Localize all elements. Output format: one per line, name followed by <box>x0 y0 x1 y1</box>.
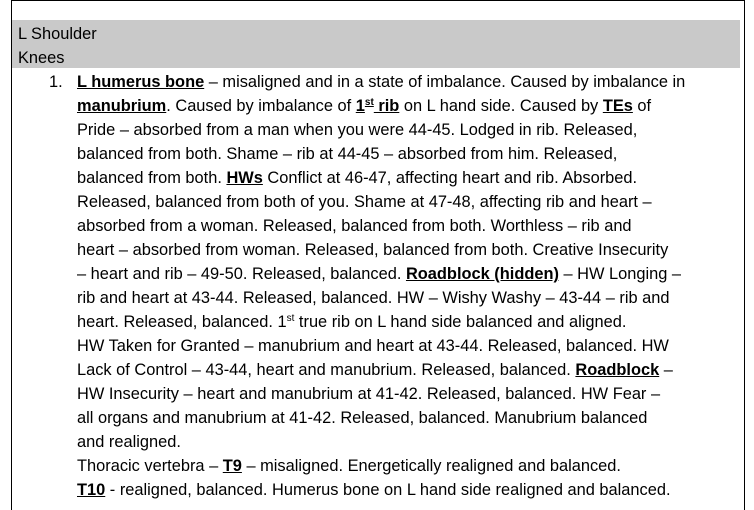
header-row-knees: Knees <box>18 49 65 67</box>
bold-term: 1 <box>355 97 365 115</box>
text-segment: true rib on L hand side balanced and aligned. <box>294 313 627 331</box>
text-segment: all organs and manubrium at 41-42. Released, balanced. Manubrium balanced <box>77 409 648 427</box>
text-segment: Released, balanced from both of you. Shame at 47-48, affecting rib and heart – <box>77 193 652 211</box>
text-line <box>77 238 668 262</box>
text-segment: – misaligned. Energetically realigned and balanced. <box>241 457 621 475</box>
text-line <box>77 406 647 430</box>
text-line <box>77 262 681 286</box>
text-segment: on L hand side. Caused by <box>399 97 603 115</box>
text-segment: rib and heart at 43-44. Released, balanced. HW – Wishy Washy – 43-44 – rib and <box>77 289 670 307</box>
text-line <box>77 430 181 454</box>
bold-term: HWs <box>226 169 263 187</box>
text-line <box>77 190 652 214</box>
text-segment: – <box>659 361 673 379</box>
bold-term: T9 <box>222 457 242 475</box>
text-segment: – heart and rib – 49-50. Released, balanced. <box>77 265 406 283</box>
text-segment: heart. Released, balanced. 1 <box>77 313 287 331</box>
bold-term: manubrium <box>77 97 167 115</box>
text-segment: Lack of Control – 43-44, heart and manubrium. Released, balanced. <box>77 361 576 379</box>
text-segment: Pride – absorbed from a man when you were 44-45. Lodged in rib. Released, <box>77 121 638 139</box>
bold-term: Roadblock (hidden) <box>405 265 559 283</box>
text-line <box>77 70 685 94</box>
text-segment: HW Taken for Granted – manubrium and heart at 43-44. Released, balanced. HW <box>77 337 669 355</box>
text-line <box>77 310 626 334</box>
section-header <box>12 20 740 68</box>
text-segment: – HW Longing – <box>558 265 682 283</box>
text-segment: st <box>286 313 295 324</box>
text-segment: - realigned, balanced. Humerus bone on L hand side realigned and balanced. <box>105 481 671 499</box>
text-segment: and realigned. <box>77 433 181 451</box>
text-line <box>77 142 617 166</box>
table-top-border <box>11 0 745 1</box>
text-line <box>77 382 660 406</box>
header-row-shoulder: L Shoulder <box>18 25 97 43</box>
text-segment: balanced from both. <box>77 169 227 187</box>
text-segment: absorbed from a woman. Released, balanced from both. Worthless – rib and <box>77 217 632 235</box>
text-line <box>77 478 671 502</box>
text-segment: HW Insecurity – heart and manubrium at 41-42. Released, balanced. HW Fear – <box>77 385 661 403</box>
bold-term: L humerus bone <box>77 73 205 91</box>
text-line <box>77 118 637 142</box>
text-segment: Thoracic vertebra – <box>77 457 223 475</box>
text-line <box>77 166 637 190</box>
text-segment: of <box>632 97 652 115</box>
text-line <box>77 214 632 238</box>
text-line <box>77 358 673 382</box>
bold-term: Roadblock <box>575 361 660 379</box>
text-line <box>77 286 670 310</box>
text-segment: – misaligned and in a state of imbalance. Caused by imbalance in <box>204 73 686 91</box>
text-line <box>77 94 651 118</box>
text-segment: . Caused by imbalance of <box>166 97 356 115</box>
list-item-number: 1. <box>49 73 63 91</box>
text-line <box>77 454 621 478</box>
bold-term: T10 <box>77 481 106 499</box>
bold-term: TEs <box>602 97 633 115</box>
text-segment: Conflict at 46-47, affecting heart and rib. Absorbed. <box>262 169 638 187</box>
text-segment: st <box>364 97 374 108</box>
bold-term: rib <box>373 97 400 115</box>
table-left-border <box>11 0 12 510</box>
text-line <box>77 334 669 358</box>
text-segment: heart – absorbed from woman. Released, balanced from both. Creative Insecurity <box>77 241 669 259</box>
table-right-border <box>744 0 745 510</box>
text-segment: balanced from both. Shame – rib at 44-45 – absorbed from him. Released, <box>77 145 618 163</box>
